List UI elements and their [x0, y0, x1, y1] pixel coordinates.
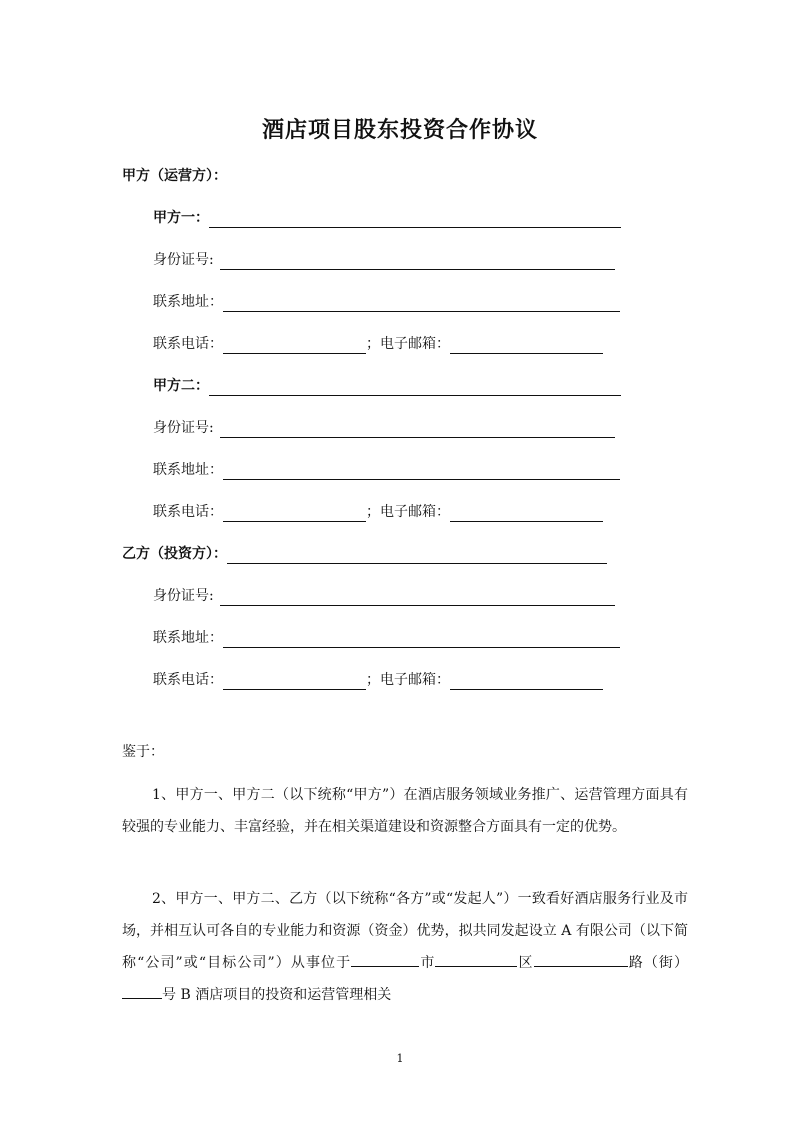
clause-1: 1、甲方一、甲方二（以下统称“甲方”）在酒店服务领域业务推广、运营管理方面具有较强的专业能力、丰富经验，并在相关渠道建设和资源整合方面具有一定的优势。 [122, 787, 688, 835]
party-a-heading [122, 166, 227, 186]
party-b-email-label: ；电子邮箱： [366, 672, 450, 688]
party-a1-id-row [153, 250, 615, 270]
party-b-address-field[interactable] [223, 631, 620, 648]
party-a1-phone-field[interactable] [223, 337, 366, 354]
party-a1-address-row [153, 292, 620, 312]
party-b-address-row [153, 628, 620, 648]
clause-2-district-blank[interactable] [435, 950, 517, 967]
clause-2-road: 路（街） [627, 955, 689, 971]
party-a2-address-row [153, 460, 620, 480]
page-number: 1 [396, 1052, 404, 1065]
party-a2-id-field[interactable] [220, 421, 615, 438]
whereas-heading [122, 742, 164, 762]
party-a1-phone-label: 联系电话： [153, 336, 223, 352]
party-b-address-label: 联系地址： [153, 630, 223, 646]
party-a2-id-row [153, 418, 615, 438]
party-b-id-field[interactable] [220, 589, 615, 606]
document-title: 酒店项目股东投资合作协议 [261, 117, 538, 143]
party-a1-address-field[interactable] [223, 295, 620, 312]
party-a1-label: 甲方一： [153, 210, 209, 226]
clause-2-city-blank[interactable] [351, 950, 419, 967]
party-a2-id-label: 身份证号: [153, 420, 214, 436]
party-a2-name-field[interactable] [209, 379, 621, 396]
party-a2-email-field[interactable] [450, 505, 603, 522]
clause-2-city: 市 [419, 955, 436, 971]
party-a1-id-field[interactable] [220, 253, 615, 270]
party-a2-name-row [153, 376, 621, 396]
party-a1-name-field[interactable] [209, 211, 621, 228]
party-a1-address-label: 联系地址： [153, 294, 223, 310]
clause-2-district: 区 [517, 955, 534, 971]
party-a1-contact-row [153, 334, 603, 354]
party-a-heading-text: 甲方（运营方）： [122, 168, 227, 184]
clause-2-text-1: 2、甲方一、甲方二、乙方（以下统称“各方”或“发起人”）一致看好酒店服务行业及市场，并相互认可各自的专业能力和资源（资金）优势，拟共同发起设立 A 有限公司（以下简称“公司”或“目标公司”）从事位于 [122, 891, 688, 971]
party-a2-address-label: 联系地址： [153, 462, 223, 478]
party-b-name-row [122, 544, 607, 564]
party-a2-email-label: ；电子邮箱： [366, 504, 450, 520]
clause-2-road-blank[interactable] [534, 950, 628, 967]
party-a2-contact-row [153, 502, 603, 522]
clause-2-number-blank[interactable] [122, 982, 162, 999]
party-a2-address-field[interactable] [223, 463, 620, 480]
party-b-heading: 乙方（投资方）： [122, 546, 227, 562]
party-b-phone-label: 联系电话： [153, 672, 223, 688]
party-b-email-field[interactable] [450, 673, 603, 690]
party-a2-phone-label: 联系电话： [153, 504, 223, 520]
party-a1-email-label: ；电子邮箱： [366, 336, 450, 352]
party-b-id-row [153, 586, 615, 606]
party-b-name-field[interactable] [227, 547, 607, 564]
party-a1-name-row [153, 208, 621, 228]
whereas-text: 鉴于： [122, 744, 164, 760]
party-a2-phone-field[interactable] [223, 505, 366, 522]
party-b-phone-field[interactable] [223, 673, 366, 690]
clause-2 [122, 883, 688, 1011]
party-a2-label: 甲方二： [153, 378, 209, 394]
clause-2-text-2: 号 B 酒店项目的投资和运营管理相关 [162, 987, 392, 1003]
party-b-contact-row [153, 670, 603, 690]
party-a1-id-label: 身份证号: [153, 252, 214, 268]
party-b-id-label: 身份证号: [153, 588, 214, 604]
party-a1-email-field[interactable] [450, 337, 603, 354]
